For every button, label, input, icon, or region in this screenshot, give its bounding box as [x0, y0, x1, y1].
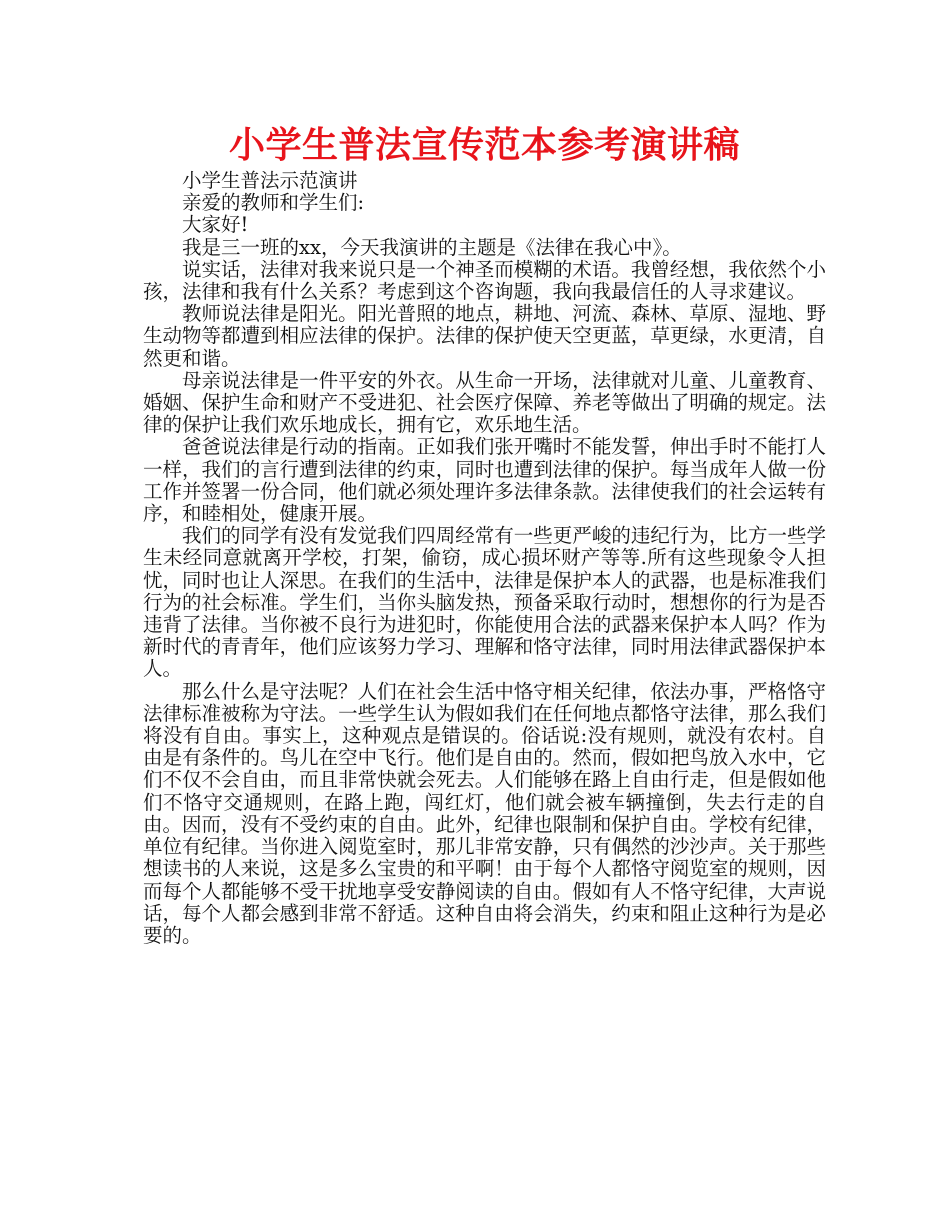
- body-paragraph: 教师说法律是阳光。阳光普照的地点，耕地、河流、森林、草原、湿地、野生动物等都遭到相应法律的保护。法律的保护使天空更蓝，草更绿，水更清，自然更和谐。: [143, 302, 826, 370]
- body-paragraph: 我们的同学有没有发觉我们四周经常有一些更严峻的违纪行为，比方一些学生未经同意就离开学校，打架，偷窃，成心损坏财产等等.所有这些现象令人担忧，同时也让人深思。在我们的生活中，法律是保护本人的武器，也是标准我们行为的社会标准。学生们，当你头脑发热，预备采取行动时，想想你的行为是否违背了法律。当你被不良行为进犯时，你能使用合法的武器来保护本人吗？作为新时代的青青年，他们应该努力学习、理解和恪守法律，同时用法律武器保护本人。: [143, 524, 826, 681]
- salutation: 亲爱的教师和学生们:: [182, 191, 365, 215]
- speech-subtitle: 小学生普法示范演讲: [182, 169, 358, 192]
- introduction-paragraph: 我是三一班的xx，今天我演讲的主题是《法律在我心中》。: [182, 235, 682, 259]
- document-body: [143, 170, 826, 947]
- document-title: 小学生普法宣传范本参考演讲稿: [228, 125, 740, 166]
- body-paragraph: 说实话，法律对我来说只是一个神圣而模糊的术语。我曾经想，我依然个小孩，法律和我有什么关系？考虑到这个咨询题，我向我最信任的人寻求建议。: [143, 257, 826, 304]
- document-content: [143, 122, 826, 947]
- body-paragraph: 爸爸说法律是行动的指南。正如我们张开嘴时不能发誓，伸出手时不能打人一样，我们的言行遭到法律的约束，同时也遭到法律的保护。每当成年人做一份工作并签署一份合同，他们就必须处理许多法律条款。法律使我们的社会运转有序，和睦相处，健康开展。: [143, 435, 826, 526]
- body-paragraph: 母亲说法律是一件平安的外衣。从生命一开场，法律就对儿童、儿童教育、婚姻、保护生命和财产不受进犯、社会医疗保障、养老等做出了明确的规定。法律的保护让我们欢乐地成长，拥有它，欢乐地生活。: [143, 368, 826, 437]
- greeting: 大家好!: [182, 213, 249, 237]
- body-paragraph: 那么什么是守法呢？人们在社会生活中恪守相关纪律，依法办事，严格恪守法律标准被称为守法。一些学生认为假如我们在任何地点都恪守法律，那么我们将没有自由。事实上，这种观点是错误的。俗话说:没有规则，就没有农村。自由是有条件的。鸟儿在空中飞行。他们是自由的。然而，假如把鸟放入水中，它们不仅不会自由，而且非常快就会死去。人们能够在路上自由行走，但是假如他们不恪守交通规则，在路上跑，闯红灯，他们就会被车辆撞倒，失去行走的自由。因而，没有不受约束的自由。此外，纪律也限制和保护自由。学校有纪律，单位有纪律。当你进入阅览室时，那儿非常安静，只有偶然的沙沙声。关于那些想读书的人来说，这是多么宝贵的和平啊！由于每个人都恪守阅览室的规则，因而每个人都能够不受干扰地享受安静阅读的自由。假如有人不恪守纪律，大声说话，每个人都会感到非常不舒适。这种自由将会消失，约束和阻止这种行为是必要的。: [143, 679, 826, 947]
